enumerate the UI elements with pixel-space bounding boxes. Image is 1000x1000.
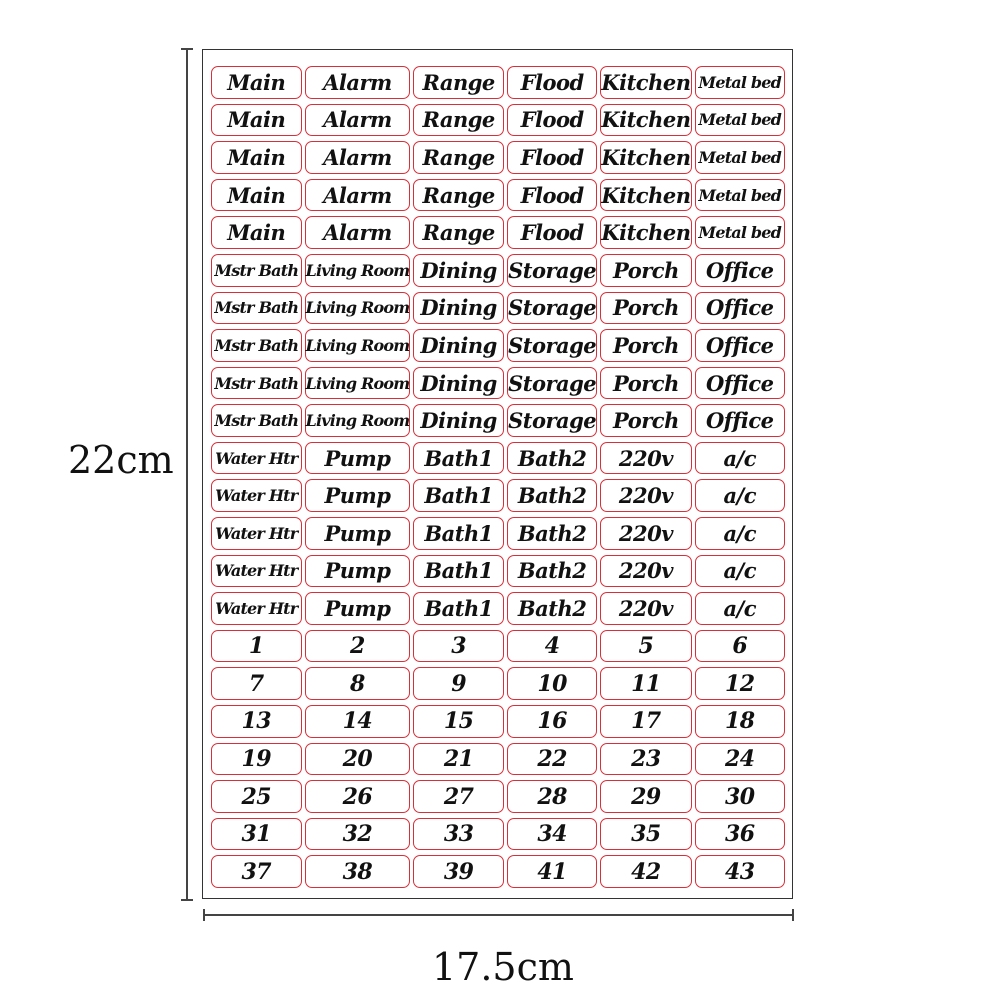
- sticker-label: a/c: [695, 479, 786, 512]
- sticker-label: Bath2: [507, 517, 598, 550]
- sticker-label: Porch: [600, 367, 691, 400]
- sticker-label: 9: [413, 667, 504, 700]
- sticker-label: Living Room: [305, 292, 411, 325]
- sticker-label: 28: [507, 780, 598, 813]
- height-dimension-cap-top: [181, 48, 193, 50]
- sticker-label: 6: [695, 630, 786, 663]
- sticker-label: Porch: [600, 404, 691, 437]
- sticker-label: Bath2: [507, 479, 598, 512]
- sticker-label: Pump: [305, 442, 411, 475]
- sticker-label: Living Room: [305, 329, 411, 362]
- sticker-label: Storage: [507, 254, 598, 287]
- sticker-label: Dining: [413, 404, 504, 437]
- sticker-label: Water Htr: [211, 592, 302, 625]
- sticker-label: Alarm: [305, 141, 411, 174]
- sticker-label: Living Room: [305, 367, 411, 400]
- sticker-label: Range: [413, 66, 504, 99]
- width-dimension-line: [203, 914, 793, 916]
- sticker-label: Storage: [507, 292, 598, 325]
- sticker-label: Mstr Bath: [211, 404, 302, 437]
- width-dimension-label: 17.5cm: [432, 945, 574, 989]
- sticker-label: Living Room: [305, 254, 411, 287]
- sticker-label: 37: [211, 855, 302, 888]
- label-sheet: [202, 49, 793, 899]
- sticker-label: Living Room: [305, 404, 411, 437]
- sticker-label: Office: [695, 367, 786, 400]
- sticker-label: 10: [507, 667, 598, 700]
- sticker-label: Range: [413, 179, 504, 212]
- sticker-label: Bath1: [413, 517, 504, 550]
- sticker-label: Main: [211, 216, 302, 249]
- sticker-label: 24: [695, 743, 786, 776]
- sticker-label: 26: [305, 780, 411, 813]
- sticker-label: Flood: [507, 104, 598, 137]
- sticker-label: a/c: [695, 592, 786, 625]
- sticker-label: Alarm: [305, 66, 411, 99]
- sticker-label: 4: [507, 630, 598, 663]
- sticker-label: Bath1: [413, 592, 504, 625]
- sticker-label: 3: [413, 630, 504, 663]
- sticker-label: 34: [507, 818, 598, 851]
- sticker-label: 8: [305, 667, 411, 700]
- sticker-label: 220v: [600, 555, 691, 588]
- sticker-label: 41: [507, 855, 598, 888]
- sticker-label: 16: [507, 705, 598, 738]
- sticker-label: Bath2: [507, 592, 598, 625]
- sticker-label: 5: [600, 630, 691, 663]
- sticker-label: Alarm: [305, 216, 411, 249]
- sticker-label: 17: [600, 705, 691, 738]
- sticker-label: Kitchen: [600, 179, 691, 212]
- sticker-label: 20: [305, 743, 411, 776]
- sticker-label: Kitchen: [600, 104, 691, 137]
- sticker-label: Range: [413, 216, 504, 249]
- sticker-label: Bath2: [507, 555, 598, 588]
- sticker-label: Water Htr: [211, 517, 302, 550]
- sticker-label: 19: [211, 743, 302, 776]
- sticker-label: Pump: [305, 592, 411, 625]
- sticker-label: 220v: [600, 592, 691, 625]
- sticker-label: Mstr Bath: [211, 254, 302, 287]
- sticker-label: 42: [600, 855, 691, 888]
- sticker-label: Bath2: [507, 442, 598, 475]
- sticker-label: 220v: [600, 517, 691, 550]
- sticker-label: a/c: [695, 555, 786, 588]
- sticker-label: 32: [305, 818, 411, 851]
- sticker-label: 29: [600, 780, 691, 813]
- sticker-label: Main: [211, 66, 302, 99]
- sticker-label: 18: [695, 705, 786, 738]
- sticker-label: a/c: [695, 517, 786, 550]
- sticker-label: Storage: [507, 367, 598, 400]
- sticker-label: 22: [507, 743, 598, 776]
- width-dimension-cap-right: [792, 909, 794, 921]
- sticker-label: Kitchen: [600, 216, 691, 249]
- sticker-label: Main: [211, 179, 302, 212]
- sticker-label: Water Htr: [211, 555, 302, 588]
- sticker-label: Office: [695, 254, 786, 287]
- sticker-label: Dining: [413, 329, 504, 362]
- sticker-label: Kitchen: [600, 66, 691, 99]
- sticker-label: 35: [600, 818, 691, 851]
- sticker-label: 7: [211, 667, 302, 700]
- sticker-label: 220v: [600, 442, 691, 475]
- sticker-label: Range: [413, 104, 504, 137]
- sticker-label: 23: [600, 743, 691, 776]
- sticker-label: Dining: [413, 367, 504, 400]
- sticker-label: Mstr Bath: [211, 292, 302, 325]
- sticker-label: Main: [211, 104, 302, 137]
- sticker-label: Office: [695, 404, 786, 437]
- sticker-label: 11: [600, 667, 691, 700]
- sticker-label: Metal bed: [695, 216, 786, 249]
- sticker-label: Main: [211, 141, 302, 174]
- sticker-label: Porch: [600, 292, 691, 325]
- height-dimension-cap-bottom: [181, 899, 193, 901]
- sticker-label: 14: [305, 705, 411, 738]
- sticker-label: 25: [211, 780, 302, 813]
- sticker-label: 1: [211, 630, 302, 663]
- sticker-label: Flood: [507, 66, 598, 99]
- sticker-label: Storage: [507, 404, 598, 437]
- sticker-label: Kitchen: [600, 141, 691, 174]
- sticker-label: Porch: [600, 329, 691, 362]
- height-dimension-label: 22cm: [68, 438, 174, 482]
- sticker-label: Water Htr: [211, 442, 302, 475]
- sticker-label: Bath1: [413, 442, 504, 475]
- sticker-label: Alarm: [305, 179, 411, 212]
- sticker-label: Storage: [507, 329, 598, 362]
- sticker-label: 2: [305, 630, 411, 663]
- sticker-label: 220v: [600, 479, 691, 512]
- sticker-label: 30: [695, 780, 786, 813]
- sticker-label: Metal bed: [695, 66, 786, 99]
- sticker-label: Mstr Bath: [211, 329, 302, 362]
- sticker-label: 13: [211, 705, 302, 738]
- sticker-label: Metal bed: [695, 104, 786, 137]
- sticker-label: Dining: [413, 292, 504, 325]
- sticker-label: 21: [413, 743, 504, 776]
- sticker-label: Flood: [507, 179, 598, 212]
- sticker-label: Range: [413, 141, 504, 174]
- sticker-label: Flood: [507, 216, 598, 249]
- sticker-label: 36: [695, 818, 786, 851]
- sticker-label: Pump: [305, 479, 411, 512]
- sticker-label: 15: [413, 705, 504, 738]
- sticker-label: Flood: [507, 141, 598, 174]
- sticker-label: 38: [305, 855, 411, 888]
- sticker-label: Water Htr: [211, 479, 302, 512]
- sticker-label: Metal bed: [695, 141, 786, 174]
- sticker-label: 43: [695, 855, 786, 888]
- sticker-label: Pump: [305, 517, 411, 550]
- label-grid: [211, 66, 785, 888]
- sticker-label: Bath1: [413, 555, 504, 588]
- sticker-label: Bath1: [413, 479, 504, 512]
- sticker-label: Alarm: [305, 104, 411, 137]
- sticker-label: Porch: [600, 254, 691, 287]
- sticker-label: 33: [413, 818, 504, 851]
- sticker-label: Metal bed: [695, 179, 786, 212]
- sticker-label: 31: [211, 818, 302, 851]
- sticker-label: 12: [695, 667, 786, 700]
- sticker-label: Office: [695, 292, 786, 325]
- width-dimension-cap-left: [203, 909, 205, 921]
- sticker-label: 39: [413, 855, 504, 888]
- sticker-label: Dining: [413, 254, 504, 287]
- sticker-label: Mstr Bath: [211, 367, 302, 400]
- sticker-label: Office: [695, 329, 786, 362]
- height-dimension-line: [186, 48, 188, 900]
- sticker-label: Pump: [305, 555, 411, 588]
- sticker-label: a/c: [695, 442, 786, 475]
- sticker-label: 27: [413, 780, 504, 813]
